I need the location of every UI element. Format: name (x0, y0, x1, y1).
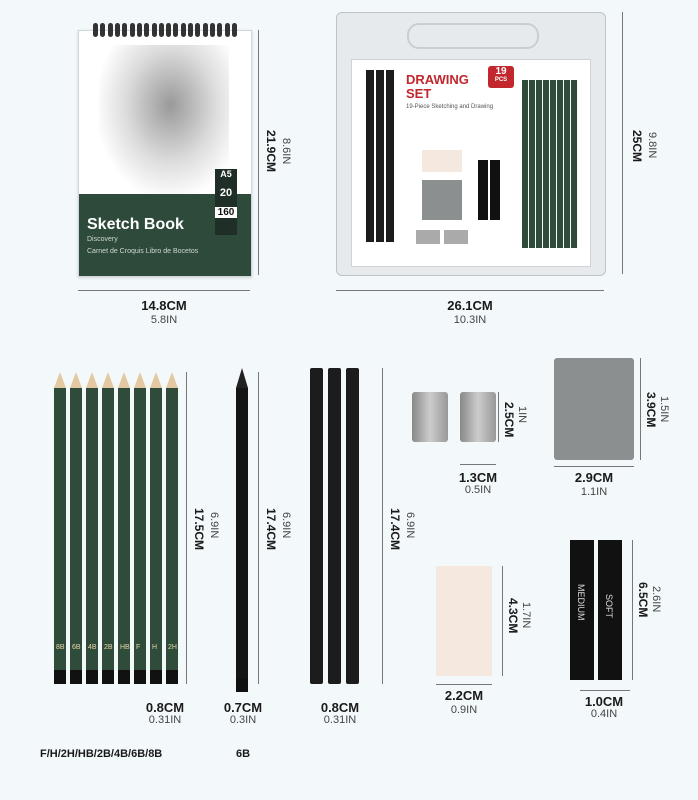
stick-medium-label: MEDIUM (576, 584, 586, 621)
graphite-pencil-6b (70, 372, 82, 684)
sketchbook-size-tag (215, 169, 237, 235)
graphite-dia-in: 0.31IN (148, 714, 182, 726)
sketchbook-width-line (78, 290, 250, 291)
sharpener-left (412, 392, 448, 442)
sharpener-height-line (498, 392, 499, 442)
sketchbook-width-in: 5.8IN (150, 314, 178, 326)
graphite-grade-label: HB (120, 644, 130, 651)
kneaded-h-in: 1.5IN (658, 396, 670, 423)
kneaded-width-line (554, 466, 634, 467)
case-tray (351, 59, 591, 267)
graphite-grades-caption: F/H/2H/HB/2B/4B/6B/8B (40, 748, 163, 760)
woodless-grade-caption: 6B (236, 748, 251, 760)
sticks-w-cm: 1.0CM (584, 694, 624, 709)
sketchbook-width-cm: 14.8CM (141, 298, 187, 313)
sheets-text: 20 (219, 187, 233, 199)
sketchbook-height-line (258, 30, 259, 275)
graphite-length-line (186, 372, 187, 684)
graphite-pencil-8b (54, 372, 66, 684)
sharpener-h-cm: 2.5CM (502, 402, 516, 438)
woodless-length-cm: 17.4CM (264, 508, 278, 551)
white-eraser-h-cm: 4.3CM (506, 598, 520, 634)
gsm-text: 160 (215, 207, 237, 218)
charcoal-pencil-hard (310, 368, 323, 684)
case-height-cm: 25CM (630, 130, 644, 163)
white-eraser-width-line (436, 684, 492, 685)
charcoal-length-cm: 17.4CM (388, 508, 402, 551)
sketchbook-cover-art (99, 45, 229, 195)
kneaded-w-in: 1.1IN (580, 486, 608, 498)
case-handle (407, 23, 539, 49)
white-eraser-w-cm: 2.2CM (444, 688, 484, 703)
graphite-pencil-hb (118, 372, 130, 684)
spiral-rings (93, 23, 237, 37)
size-tag-text: A5 (220, 169, 232, 179)
charcoal-stick-medium (570, 540, 594, 680)
graphite-pencil-4b (86, 372, 98, 684)
kneaded-h-cm: 3.9CM (644, 392, 658, 428)
charcoal-pencil-soft (328, 368, 341, 684)
graphite-grade-label: 2B (104, 644, 113, 651)
drawing-set-title1: DRAWING (406, 72, 469, 87)
graphite-length-cm: 17.5CM (192, 508, 206, 551)
white-eraser-height-line (502, 566, 503, 676)
graphite-pencil-f (134, 372, 146, 684)
case-height-in: 9.8IN (646, 132, 658, 159)
piece-count-unit: PCS (494, 77, 508, 83)
graphite-pencil-2h (166, 372, 178, 684)
case-width-in: 10.3IN (453, 314, 487, 326)
graphite-grade-label: 8B (56, 644, 65, 651)
graphite-grade-label: 6B (72, 644, 81, 651)
woodless-pencil (236, 368, 248, 692)
charcoal-dia-cm: 0.8CM (320, 700, 360, 715)
graphite-dia-cm: 0.8CM (145, 700, 185, 715)
drawing-set-title2: SET (406, 86, 432, 101)
kneaded-height-line (640, 358, 641, 460)
graphite-grade-label: F (136, 644, 141, 651)
white-eraser (436, 566, 492, 676)
sharpener-right (460, 392, 496, 442)
graphite-grade-label: 2H (168, 644, 177, 651)
woodless-length-line (258, 372, 259, 684)
sketchbook-title: Sketch Book (87, 216, 184, 233)
tray-graphite-pencils (522, 80, 578, 248)
sharpener-h-in: 1IN (516, 406, 528, 424)
graphite-pencil-h (150, 372, 162, 684)
charcoal-length-in: 6.9IN (404, 512, 416, 539)
sticks-h-cm: 6.5CM (636, 582, 650, 618)
tray-grey-eraser (422, 180, 462, 220)
sketchbook-height-cm: 21.9CM (264, 130, 278, 173)
case-width-line (336, 290, 604, 291)
sticks-width-line (580, 690, 630, 691)
sharpener-w-in: 0.5IN (464, 484, 492, 496)
kneaded-eraser (554, 358, 634, 460)
case-width-cm: 26.1CM (447, 298, 493, 313)
stick-soft-label: SOFT (604, 594, 614, 618)
piece-count-badge (488, 66, 514, 88)
charcoal-dia-in: 0.31IN (323, 714, 357, 726)
graphite-grade-label: H (152, 644, 158, 651)
sketchbook (78, 30, 252, 277)
charcoal-pencil-medium (346, 368, 359, 684)
graphite-grade-label: 4B (88, 644, 97, 651)
woodless-length-in: 6.9IN (280, 512, 292, 539)
graphite-length-in: 6.9IN (208, 512, 220, 539)
drawing-set-desc: 19-Piece Sketching and Drawing (406, 104, 494, 110)
charcoal-stick-soft (598, 540, 622, 680)
kneaded-w-cm: 2.9CM (574, 470, 614, 485)
sketchbook-height-in: 8.6IN (280, 138, 292, 165)
woodless-dia-in: 0.3IN (229, 714, 257, 726)
sketchbook-subtitle: Discovery (87, 236, 118, 243)
sharpener-width-line (460, 464, 496, 465)
sharpener-w-cm: 1.3CM (458, 470, 498, 485)
case-height-line (622, 12, 623, 274)
drawing-set-case (336, 12, 606, 276)
white-eraser-h-in: 1.7IN (520, 602, 532, 629)
sticks-height-line (632, 540, 633, 680)
piece-count: 19 (495, 66, 507, 77)
woodless-dia-cm: 0.7CM (223, 700, 263, 715)
tray-white-eraser (422, 150, 462, 172)
graphite-pencil-2b (102, 372, 114, 684)
sticks-h-in: 2.6IN (650, 586, 662, 613)
sketchbook-subtitle2: Carnet de Croquis Libro de Bocetos (87, 248, 199, 255)
charcoal-length-line (382, 368, 383, 684)
white-eraser-w-in: 0.9IN (450, 704, 478, 716)
sticks-w-in: 0.4IN (590, 708, 618, 720)
